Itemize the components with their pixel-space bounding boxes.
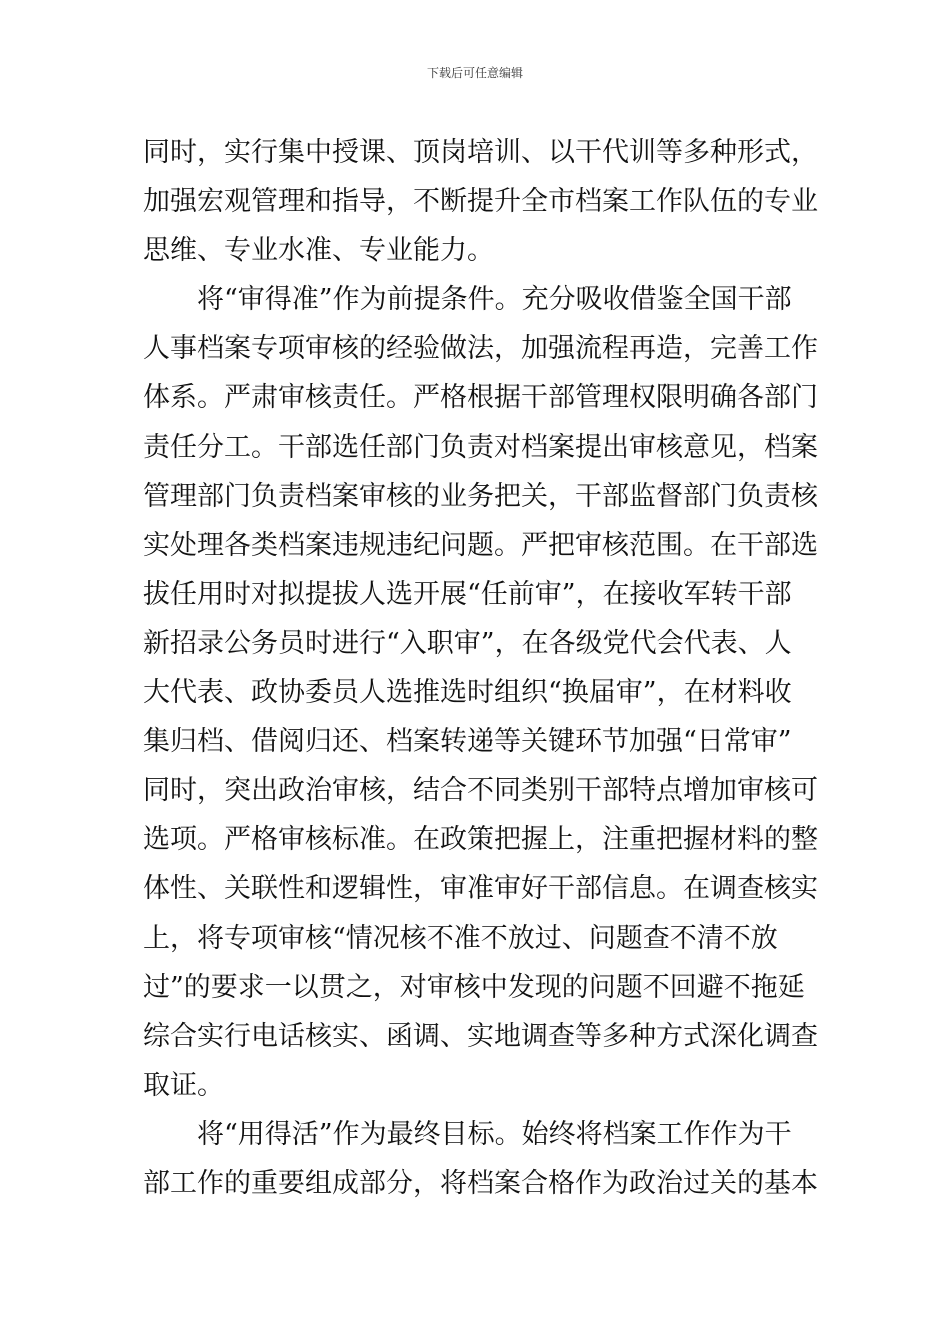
text-line: 选项。严格审核标准。在政策把握上，注重把握材料的整	[143, 824, 818, 856]
text-line: 综合实行电话核实、函调、实地调查等多种方式深化调查	[143, 1020, 818, 1052]
text-line: 体性、关联性和逻辑性，审准审好干部信息。在调查核实	[143, 873, 818, 905]
text-line: 集归档、借阅归还、档案转递等关键环节加强“日常审”	[143, 726, 792, 758]
text-line: 责任分工。干部选任部门负责对档案提出审核意见，档案	[143, 431, 818, 463]
text-line: 管理部门负责档案审核的业务把关，干部监督部门负责核	[143, 480, 818, 512]
paragraph-start-line: 将“审得准”作为前提条件。充分吸收借鉴全国干部	[197, 284, 792, 316]
text-line: 拔任用时对拟提拔人选开展“任前审”，在接收军转干部	[143, 578, 792, 610]
document-body	[143, 128, 818, 1208]
text-line: 思维、专业水准、专业能力。	[143, 235, 494, 267]
text-line: 上，将专项审核“情况核不准不放过、问题查不清不放	[143, 922, 778, 954]
text-line: 过”的要求一以贯之，对审核中发现的问题不回避不拖延	[143, 971, 805, 1003]
text-line: 新招录公务员时进行“入职审”，在各级党代会代表、人	[143, 627, 792, 659]
text-line: 同时，实行集中授课、顶岗培训、以干代训等多种形式，	[143, 137, 818, 168]
text-line: 体系。严肃审核责任。严格根据干部管理权限明确各部门	[143, 382, 818, 414]
text-line: 大代表、政协委员人选推选时组织“换届审”，在材料收	[143, 677, 792, 709]
text-line: 人事档案专项审核的经验做法，加强流程再造，完善工作	[143, 333, 818, 365]
paragraph-start-line: 将“用得活”作为最终目标。始终将档案工作作为干	[197, 1118, 792, 1150]
text-line: 加强宏观管理和指导，不断提升全市档案工作队伍的专业	[143, 186, 818, 218]
text-line: 取证。	[143, 1069, 224, 1101]
text-line: 实处理各类档案违规违纪问题。严把审核范围。在干部选	[143, 529, 818, 561]
page-header: 下载后可任意编辑	[426, 66, 523, 80]
text-line: 同时，突出政治审核，结合不同类别干部特点增加审核可	[143, 775, 818, 807]
text-line: 部工作的重要组成部分，将档案合格作为政治过关的基本	[143, 1167, 818, 1199]
